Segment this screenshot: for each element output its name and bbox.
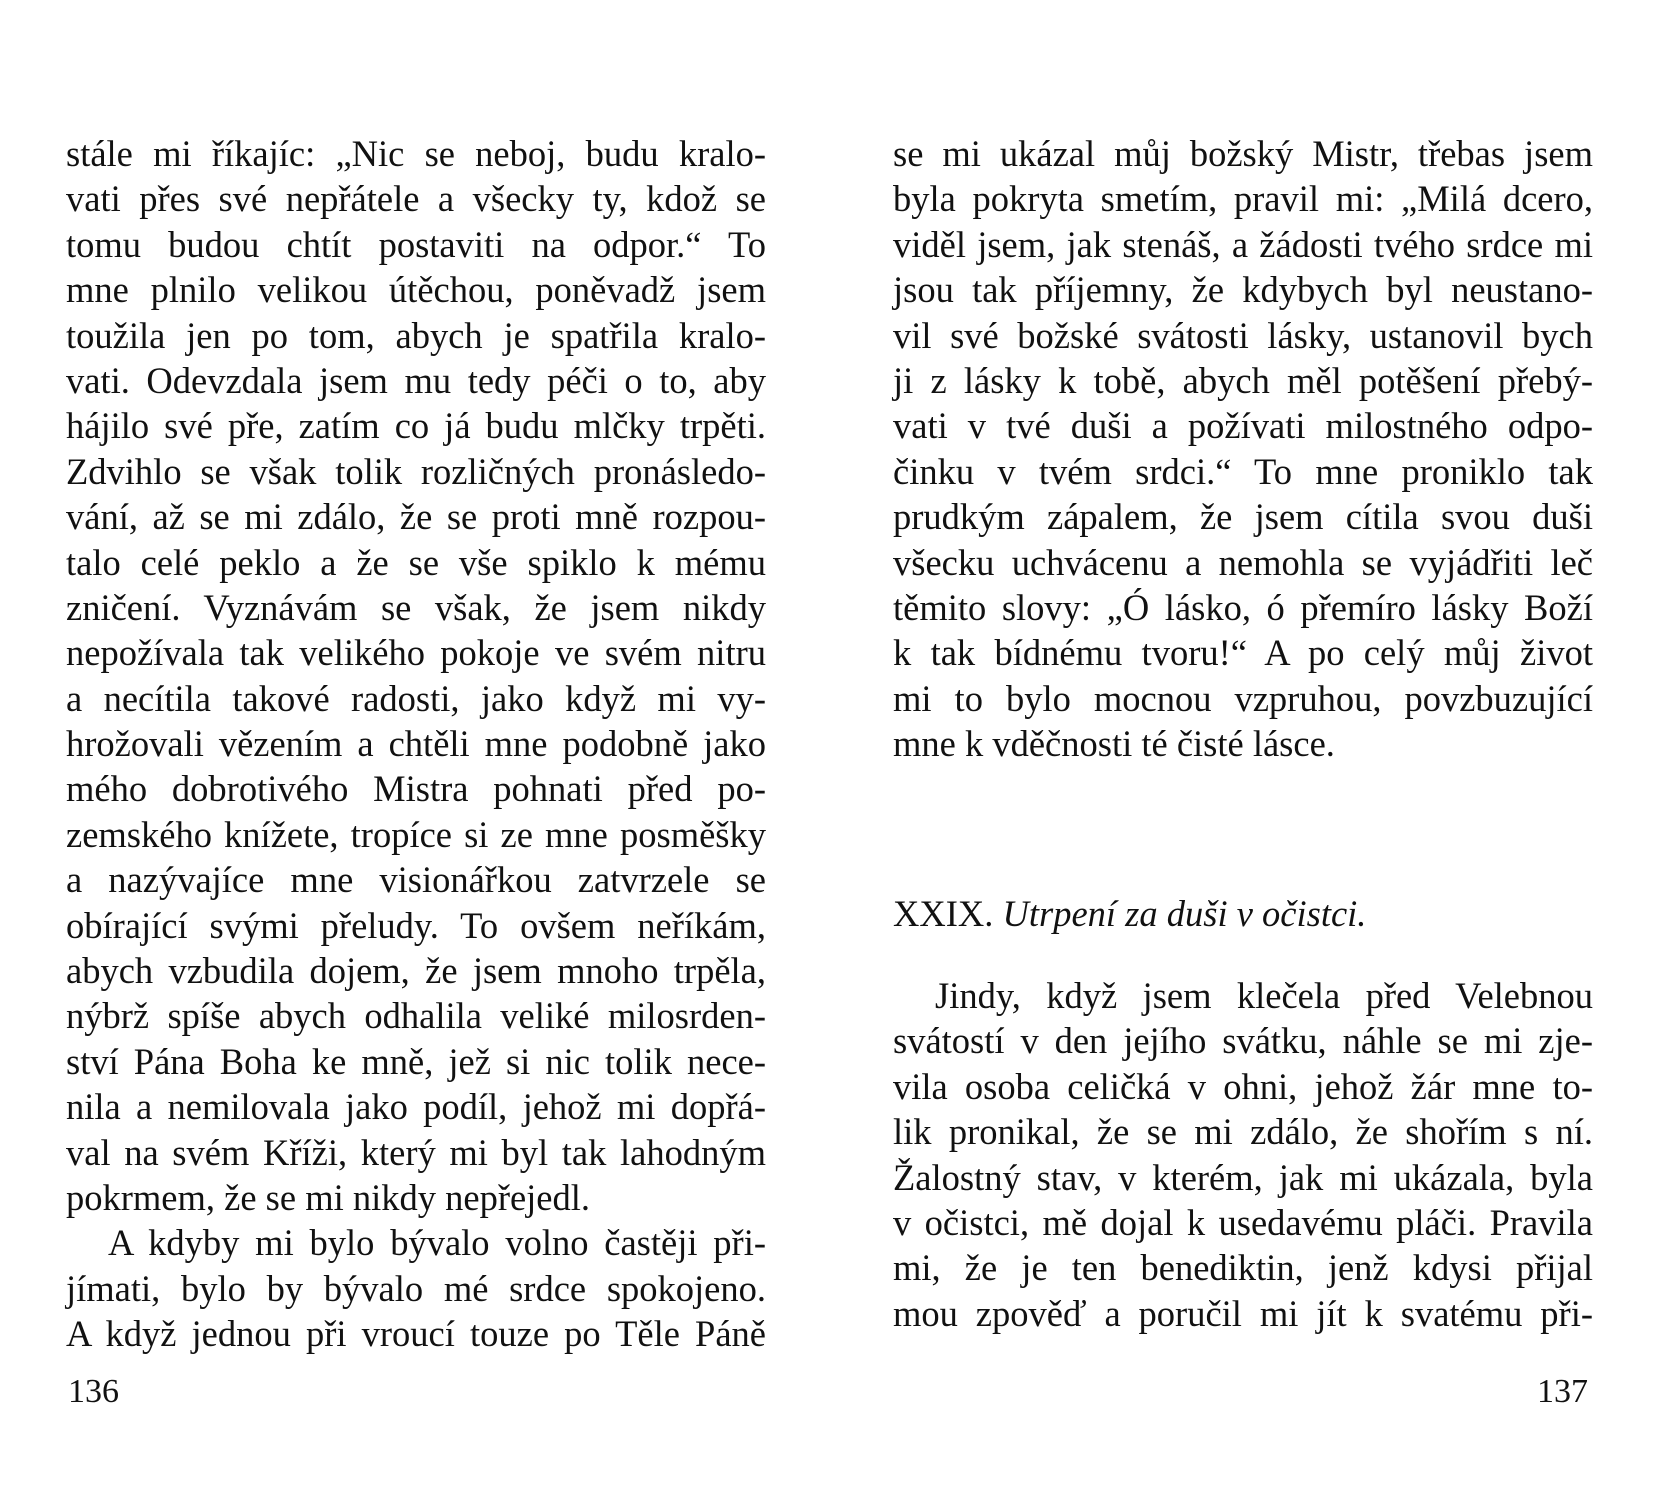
- text-line: obírající svými přeludy. To ovšem neříkám,: [66, 904, 766, 946]
- text-line: prudkým zápalem, že jsem cítila svou duši: [893, 496, 1593, 538]
- text-line: a necítila takové radosti, jako když mi vy-: [66, 677, 766, 719]
- text-line: a nazývajíce mne visionářkou zatvrzele se: [66, 859, 766, 901]
- text-line: viděl jsem, jak stenáš, a žádosti tvého srdce mi: [893, 223, 1593, 265]
- text-line: mi to bylo mocnou vzpruhou, povzbuzující: [893, 677, 1593, 719]
- text-line: hrožovali vězením a chtěli mne podobně jako: [66, 723, 766, 765]
- text-line: vila osoba celičká v ohni, jehož žár mne to-: [893, 1065, 1593, 1107]
- text-line: nýbrž spíše abych odhalila veliké milosrden-: [66, 995, 766, 1037]
- text-line: mého dobrotivého Mistra pohnati před po-: [66, 768, 766, 810]
- text-line: jsou tak příjemny, že kdybych byl neustano-: [893, 269, 1593, 311]
- text-line: mou zpověď a poručil mi jít k svatému při-: [893, 1292, 1593, 1334]
- text-line: lik pronikal, že se mi zdálo, že shořím s ní.: [893, 1111, 1593, 1153]
- right-page-body-bottom: [893, 973, 1593, 1336]
- text-line: ství Pána Boha ke mně, jež si nic tolik nece-: [66, 1040, 766, 1082]
- text-line: zemského knížete, tropíce si ze mne posměšky: [66, 813, 766, 855]
- text-line: svátostí v den jejího svátku, náhle se mi zje-: [893, 1020, 1593, 1062]
- text-line: těmito slovy: „Ó lásko, ó přemíro lásky Boží: [893, 586, 1593, 628]
- text-line: Žalostný stav, v kterém, jak mi ukázala, byla: [893, 1156, 1593, 1198]
- left-page-body: [66, 131, 766, 1357]
- page-number: 137: [1537, 1373, 1588, 1410]
- page-number: 136: [68, 1373, 119, 1410]
- text-line: mne plnilo velikou útěchou, poněvadž jsem: [66, 269, 766, 311]
- text-line: nila a nemilovala jako podíl, jehož mi dopřá-: [66, 1086, 766, 1128]
- text-line: činku v tvém srdci.“ To mne proniklo tak: [893, 450, 1593, 492]
- text-line: mi, že je ten benediktin, jenž kdysi přijal: [893, 1247, 1593, 1289]
- text-line: vati přes své nepřátele a všecky ty, kdož se: [66, 178, 766, 220]
- text-line: vati. Odevzdala jsem mu tedy péči o to, aby: [66, 359, 766, 401]
- text-line: tomu budou chtít postaviti na odpor.“ To: [66, 223, 766, 265]
- text-line: v očistci, mě dojal k usedavému pláči. Pravila: [893, 1201, 1593, 1243]
- text-line: toužila jen po tom, abych je spatřila kralo-: [66, 314, 766, 356]
- text-line: vání, až se mi zdálo, že se proti mně rozpou-: [66, 496, 766, 538]
- text-line: byla pokryta smetím, pravil mi: „Milá dcero,: [893, 178, 1593, 220]
- chapter-title: Utrpení za duši v očistci.: [1002, 893, 1367, 934]
- right-page-body-top: [893, 131, 1593, 766]
- text-line: A kdyby mi bylo bývalo volno častěji při-: [108, 1222, 766, 1264]
- text-line: val na svém Kříži, který mi byl tak lahodným: [66, 1131, 766, 1173]
- text-line: všecku uchvácenu a nemohla se vyjádřiti leč: [893, 541, 1593, 583]
- text-line: jímati, bylo by bývalo mé srdce spokojeno.: [66, 1267, 766, 1309]
- text-line: pokrmem, že se mi nikdy nepřejedl.: [66, 1176, 591, 1218]
- chapter-number: XXIX.: [893, 893, 994, 934]
- text-line: vati v tvé duši a požívati milostného odpo-: [893, 405, 1593, 447]
- text-line: A když jednou při vroucí touze po Těle Páně: [66, 1313, 766, 1355]
- right-page: [827, 0, 1654, 1500]
- chapter-heading: [893, 891, 1366, 936]
- text-line: Jindy, když jsem klečela před Velebnou: [935, 975, 1593, 1016]
- text-line: k tak bídnému tvoru!“ A po celý můj život: [893, 632, 1593, 674]
- text-line: Zdvihlo se však tolik rozličných pronásledo-: [66, 450, 766, 492]
- text-line: zničení. Vyznávám se však, že jsem nikdy: [66, 586, 766, 628]
- text-line: stále mi říkajíc: „Nic se neboj, budu kralo-: [66, 133, 766, 174]
- text-line: talo celé peklo a že se vše spiklo k mému: [66, 541, 766, 583]
- text-line: se mi ukázal můj božský Mistr, třebas jsem: [893, 133, 1593, 174]
- text-line: abych vzbudila dojem, že jsem mnoho trpěla,: [66, 950, 766, 992]
- text-line: vil své božské svátosti lásky, ustanovil bych: [893, 314, 1593, 356]
- text-line: nepožívala tak velikého pokoje ve svém nitru: [66, 632, 766, 674]
- text-line: ji z lásky k tobě, abych měl potěšení přebý-: [893, 359, 1593, 401]
- text-line: hájilo své pře, zatím co já budu mlčky trpěti.: [66, 405, 766, 447]
- text-line: mne k vděčnosti té čisté lásce.: [893, 723, 1335, 765]
